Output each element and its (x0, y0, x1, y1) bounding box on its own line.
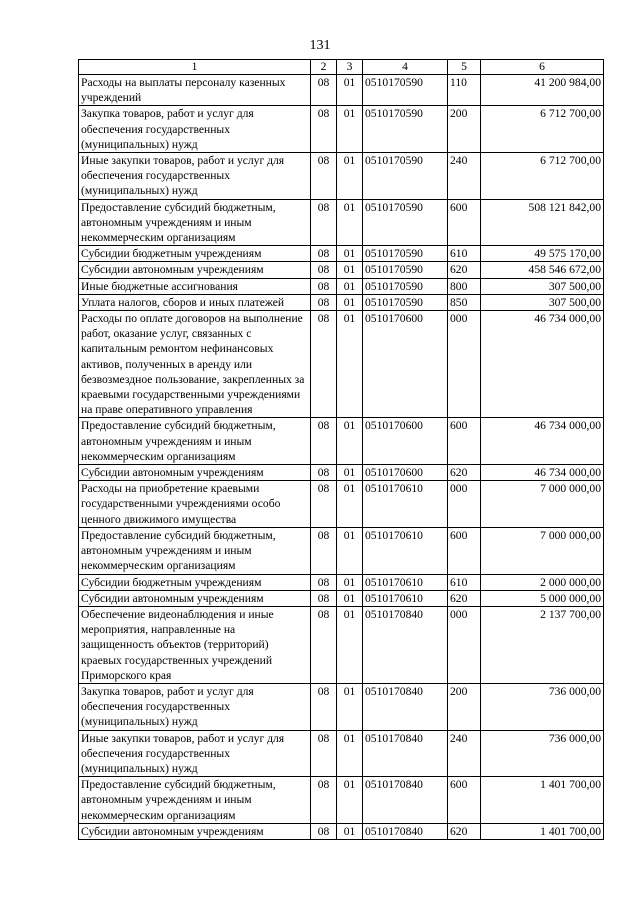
item-name-cell: Обеспечение видеонаблюдения и иные мероприятия, направленные на защищенность объектов (территорий) краевых государственных учреждений Приморского края (79, 606, 311, 683)
table-row (79, 153, 604, 200)
amount-cell: 46 734 000,00 (481, 465, 604, 481)
expense-type-cell: 620 (448, 262, 481, 278)
item-name-cell: Субсидии автономным учреждениям (79, 465, 311, 481)
subsection-code-cell: 01 (337, 294, 363, 310)
expense-type-cell: 200 (448, 683, 481, 730)
expense-type-cell: 610 (448, 574, 481, 590)
amount-cell: 6 712 700,00 (481, 153, 604, 200)
target-article-cell: 0510170610 (363, 590, 448, 606)
column-header-3: 3 (337, 60, 363, 75)
subsection-code-cell: 01 (337, 418, 363, 465)
target-article-cell: 0510170610 (363, 481, 448, 528)
table-row (79, 574, 604, 590)
target-article-cell: 0510170590 (363, 246, 448, 262)
table-row (79, 465, 604, 481)
subsection-code-cell: 01 (337, 590, 363, 606)
amount-cell: 307 500,00 (481, 278, 604, 294)
subsection-code-cell: 01 (337, 481, 363, 528)
subsection-code-cell: 01 (337, 527, 363, 574)
table-row (79, 246, 604, 262)
target-article-cell: 0510170590 (363, 278, 448, 294)
table-row (79, 777, 604, 824)
item-name-cell: Расходы на выплаты персоналу казенных учреждений (79, 75, 311, 106)
section-code-cell: 08 (311, 106, 337, 153)
expense-type-cell: 200 (448, 106, 481, 153)
amount-cell: 46 734 000,00 (481, 311, 604, 418)
target-article-cell: 0510170610 (363, 574, 448, 590)
expense-type-cell: 600 (448, 777, 481, 824)
section-code-cell: 08 (311, 683, 337, 730)
amount-cell: 2 137 700,00 (481, 606, 604, 683)
expense-type-cell: 850 (448, 294, 481, 310)
table-row (79, 418, 604, 465)
amount-cell: 6 712 700,00 (481, 106, 604, 153)
expense-type-cell: 600 (448, 418, 481, 465)
target-article-cell: 0510170840 (363, 683, 448, 730)
target-article-cell: 0510170840 (363, 730, 448, 777)
table-row (79, 294, 604, 310)
subsection-code-cell: 01 (337, 311, 363, 418)
table-row (79, 481, 604, 528)
subsection-code-cell: 01 (337, 465, 363, 481)
table-row (79, 199, 604, 246)
column-header-5: 5 (448, 60, 481, 75)
amount-cell: 736 000,00 (481, 730, 604, 777)
subsection-code-cell: 01 (337, 199, 363, 246)
item-name-cell: Иные бюджетные ассигнования (79, 278, 311, 294)
item-name-cell: Иные закупки товаров, работ и услуг для обеспечения государственных (муниципальных) нужд (79, 730, 311, 777)
expense-type-cell: 610 (448, 246, 481, 262)
expense-type-cell: 620 (448, 823, 481, 839)
table-header-row (79, 60, 604, 75)
table-body (79, 75, 604, 840)
section-code-cell: 08 (311, 278, 337, 294)
amount-cell: 7 000 000,00 (481, 527, 604, 574)
item-name-cell: Предоставление субсидий бюджетным, автономным учреждениям и иным некоммерческим организациям (79, 527, 311, 574)
subsection-code-cell: 01 (337, 278, 363, 294)
expense-type-cell: 800 (448, 278, 481, 294)
amount-cell: 1 401 700,00 (481, 777, 604, 824)
item-name-cell: Субсидии бюджетным учреждениям (79, 246, 311, 262)
subsection-code-cell: 01 (337, 683, 363, 730)
subsection-code-cell: 01 (337, 823, 363, 839)
column-header-1: 1 (79, 60, 311, 75)
subsection-code-cell: 01 (337, 574, 363, 590)
expense-type-cell: 000 (448, 606, 481, 683)
section-code-cell: 08 (311, 75, 337, 106)
amount-cell: 2 000 000,00 (481, 574, 604, 590)
item-name-cell: Предоставление субсидий бюджетным, автономным учреждениям и иным некоммерческим организациям (79, 418, 311, 465)
section-code-cell: 08 (311, 199, 337, 246)
amount-cell: 307 500,00 (481, 294, 604, 310)
subsection-code-cell: 01 (337, 730, 363, 777)
section-code-cell: 08 (311, 730, 337, 777)
item-name-cell: Уплата налогов, сборов и иных платежей (79, 294, 311, 310)
table-row (79, 683, 604, 730)
section-code-cell: 08 (311, 294, 337, 310)
column-header-2: 2 (311, 60, 337, 75)
section-code-cell: 08 (311, 153, 337, 200)
table-row (79, 606, 604, 683)
amount-cell: 46 734 000,00 (481, 418, 604, 465)
amount-cell: 508 121 842,00 (481, 199, 604, 246)
table-row (79, 75, 604, 106)
column-header-6: 6 (481, 60, 604, 75)
item-name-cell: Субсидии бюджетным учреждениям (79, 574, 311, 590)
section-code-cell: 08 (311, 527, 337, 574)
amount-cell: 1 401 700,00 (481, 823, 604, 839)
table-row (79, 311, 604, 418)
target-article-cell: 0510170840 (363, 823, 448, 839)
expense-type-cell: 620 (448, 465, 481, 481)
table-row (79, 590, 604, 606)
expense-type-cell: 110 (448, 75, 481, 106)
expense-type-cell: 600 (448, 527, 481, 574)
expense-type-cell: 240 (448, 153, 481, 200)
target-article-cell: 0510170600 (363, 465, 448, 481)
section-code-cell: 08 (311, 481, 337, 528)
amount-cell: 5 000 000,00 (481, 590, 604, 606)
table-row (79, 106, 604, 153)
table-row (79, 730, 604, 777)
target-article-cell: 0510170590 (363, 106, 448, 153)
subsection-code-cell: 01 (337, 75, 363, 106)
target-article-cell: 0510170610 (363, 527, 448, 574)
section-code-cell: 08 (311, 418, 337, 465)
expense-type-cell: 600 (448, 199, 481, 246)
item-name-cell: Предоставление субсидий бюджетным, автономным учреждениям и иным некоммерческим организациям (79, 199, 311, 246)
section-code-cell: 08 (311, 262, 337, 278)
target-article-cell: 0510170600 (363, 311, 448, 418)
budget-table (78, 59, 604, 840)
table-row (79, 278, 604, 294)
item-name-cell: Иные закупки товаров, работ и услуг для обеспечения государственных (муниципальных) нужд (79, 153, 311, 200)
section-code-cell: 08 (311, 823, 337, 839)
subsection-code-cell: 01 (337, 262, 363, 278)
expense-type-cell: 240 (448, 730, 481, 777)
target-article-cell: 0510170590 (363, 199, 448, 246)
amount-cell: 7 000 000,00 (481, 481, 604, 528)
table-row (79, 527, 604, 574)
target-article-cell: 0510170840 (363, 606, 448, 683)
section-code-cell: 08 (311, 465, 337, 481)
subsection-code-cell: 01 (337, 106, 363, 153)
amount-cell: 41 200 984,00 (481, 75, 604, 106)
target-article-cell: 0510170840 (363, 777, 448, 824)
subsection-code-cell: 01 (337, 777, 363, 824)
section-code-cell: 08 (311, 311, 337, 418)
target-article-cell: 0510170590 (363, 75, 448, 106)
subsection-code-cell: 01 (337, 153, 363, 200)
item-name-cell: Расходы на приобретение краевыми государственными учреждениями особо ценного движимого имущества (79, 481, 311, 528)
section-code-cell: 08 (311, 777, 337, 824)
item-name-cell: Субсидии автономным учреждениям (79, 262, 311, 278)
table-row (79, 262, 604, 278)
amount-cell: 49 575 170,00 (481, 246, 604, 262)
item-name-cell: Предоставление субсидий бюджетным, автономным учреждениям и иным некоммерческим организациям (79, 777, 311, 824)
expense-type-cell: 620 (448, 590, 481, 606)
item-name-cell: Расходы по оплате договоров на выполнение работ, оказание услуг, связанных с капитальным ремонтом нефинансовых активов, полученных в аренду или безвозмездное пользование, закрепленных за краевыми государственными учреждениями на праве оперативного управления (79, 311, 311, 418)
column-header-4: 4 (363, 60, 448, 75)
section-code-cell: 08 (311, 606, 337, 683)
target-article-cell: 0510170590 (363, 153, 448, 200)
target-article-cell: 0510170590 (363, 294, 448, 310)
expense-type-cell: 000 (448, 481, 481, 528)
target-article-cell: 0510170590 (363, 262, 448, 278)
table-row (79, 823, 604, 839)
target-article-cell: 0510170600 (363, 418, 448, 465)
expense-type-cell: 000 (448, 311, 481, 418)
section-code-cell: 08 (311, 590, 337, 606)
subsection-code-cell: 01 (337, 606, 363, 683)
item-name-cell: Закупка товаров, работ и услуг для обеспечения государственных (муниципальных) нужд (79, 106, 311, 153)
amount-cell: 736 000,00 (481, 683, 604, 730)
item-name-cell: Субсидии автономным учреждениям (79, 823, 311, 839)
page-number: 131 (309, 38, 331, 53)
section-code-cell: 08 (311, 574, 337, 590)
item-name-cell: Субсидии автономным учреждениям (79, 590, 311, 606)
section-code-cell: 08 (311, 246, 337, 262)
amount-cell: 458 546 672,00 (481, 262, 604, 278)
subsection-code-cell: 01 (337, 246, 363, 262)
item-name-cell: Закупка товаров, работ и услуг для обеспечения государственных (муниципальных) нужд (79, 683, 311, 730)
